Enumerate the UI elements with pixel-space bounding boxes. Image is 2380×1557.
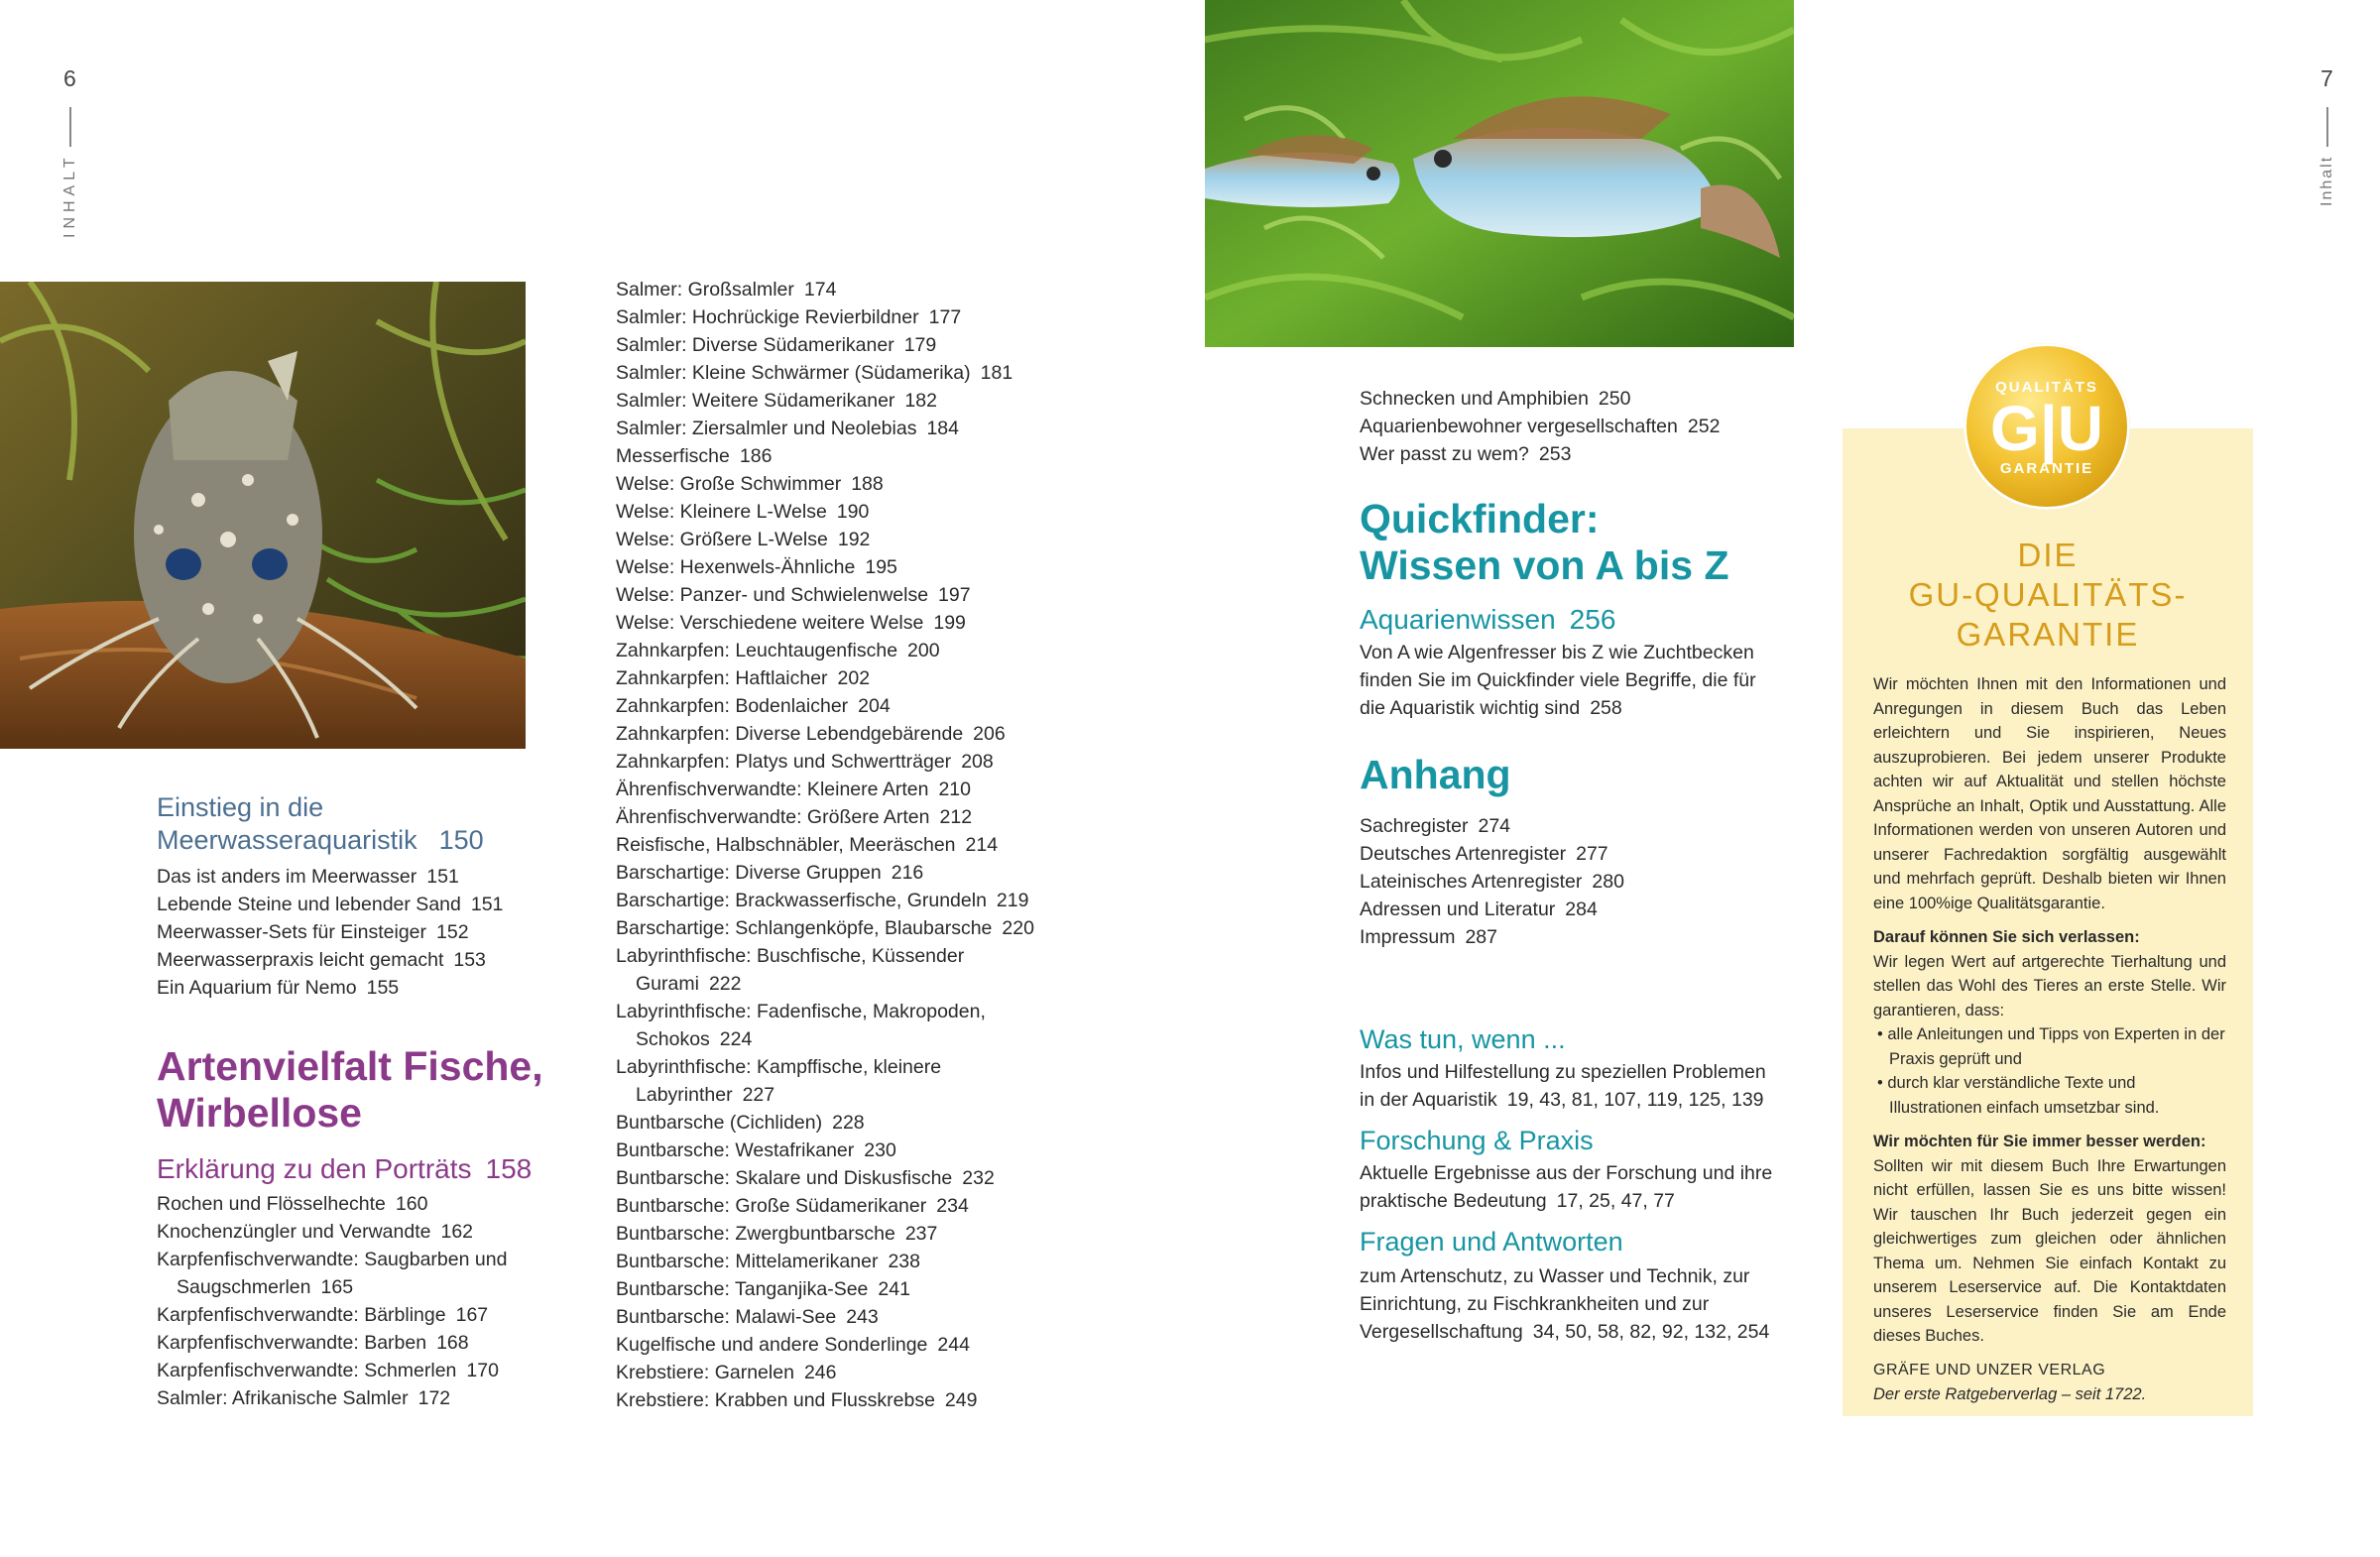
cichlids-photo-art [1205, 0, 1794, 347]
page-ref: 277 [1576, 843, 1608, 865]
toc-entry-title: Labyrinthfische: Fadenfische, Makropoden, [616, 1001, 986, 1022]
toc-entry[interactable] [616, 1359, 1082, 1386]
toc-entry[interactable] [157, 918, 573, 946]
toc-entry[interactable] [616, 276, 1082, 303]
toc-entry-title: Buntbarsche (Cichliden) [616, 1112, 823, 1134]
toc-entry-title: Schnecken und Amphibien [1360, 388, 1589, 410]
toc-entry[interactable] [616, 1025, 1082, 1053]
gu-body [1873, 672, 2226, 1406]
page-ref: 232 [962, 1167, 995, 1189]
toc-entry-title: Labyrinther [636, 1084, 733, 1106]
heading-was-tun[interactable]: Was tun, wenn ... [1360, 1024, 1566, 1054]
toc-column-2 [616, 276, 1082, 1414]
toc-entry-title: Karpfenfischverwandte: Bärblinge [157, 1304, 446, 1326]
toc-entry-title: Buntbarsche: Mittelamerikaner [616, 1251, 879, 1272]
page-ref: 230 [864, 1139, 896, 1161]
page-ref: 238 [888, 1251, 920, 1272]
page-ref: 19, 43, 81, 107, 119, 125, 139 [1506, 1089, 1764, 1111]
page-ref: 179 [903, 334, 937, 356]
toc-entry-title: Salmler: Afrikanische Salmler [157, 1387, 409, 1409]
toc-entry-title: Knochenzüngler und Verwandte [157, 1221, 431, 1243]
meerwasser-entries [157, 863, 573, 1002]
anhang-entries [1360, 812, 1826, 951]
toc-entry[interactable] [616, 1081, 1082, 1109]
toc-entry[interactable] [616, 359, 1082, 387]
heading-fragen[interactable]: Fragen und Antworten [1360, 1227, 1623, 1257]
gu-paragraph: Sollten wir mit diesem Buch Ihre Erwartungen nicht erfüllen, lassen Sie es uns bitte wissen! Wir tauschen Ihr Buch jederzeit gegen ein gleichwertiges zum gleichen oder ähnlichen Thema um. Nehmen Sie einfach Kontakt zu unserem Leserservice auf. Die Kontaktdaten unseres Leserservice finden Sie am Ende dieses Buches. [1873, 1156, 2226, 1345]
toc-entry-title: Adressen und Literatur [1360, 898, 1556, 920]
page-ref: 165 [320, 1276, 354, 1298]
page-ref: 237 [904, 1223, 938, 1245]
heading-line: Artenvielfalt Fische, [157, 1043, 543, 1089]
gu-title-line: GARANTIE [1956, 616, 2140, 653]
page-ref: 253 [1538, 443, 1572, 465]
page-ref: 17, 25, 47, 77 [1556, 1190, 1675, 1212]
side-label-left: INHALT [61, 153, 78, 238]
gu-subheading: Wir möchten für Sie immer besser werden: [1873, 1133, 2206, 1150]
page-ref: 202 [837, 667, 871, 689]
toc-entry-title: Welse: Panzer- und Schwielenwelse [616, 584, 929, 606]
heading-line: Wirbellose [157, 1090, 362, 1136]
side-label-right: Inhalt [2319, 155, 2335, 206]
page-ref: 174 [803, 279, 837, 300]
text-line: in der Aquaristik [1360, 1089, 1497, 1111]
toc-entry[interactable] [157, 1190, 573, 1218]
page-ref: 284 [1565, 898, 1598, 920]
toc-entry-title: Zahnkarpfen: Platys und Schwertträger [616, 751, 952, 773]
toc-entry-title: Salmer: Großsalmler [616, 279, 794, 300]
toc-entry[interactable] [616, 748, 1082, 776]
toc-entry[interactable] [157, 1329, 573, 1357]
gu-publisher: GRÄFE UND UNZER VERLAG [1873, 1361, 2106, 1378]
toc-entry[interactable] [616, 415, 1082, 442]
toc-entry[interactable] [616, 1331, 1082, 1359]
page-ref: 227 [742, 1084, 775, 1106]
page-ref: 150 [438, 825, 484, 855]
page-number-left: 6 [63, 65, 76, 91]
text-line: Vergesellschaftung [1360, 1321, 1523, 1343]
toc-entry[interactable] [616, 387, 1082, 415]
page-ref: 243 [846, 1306, 879, 1328]
subheading-text: Aquarienwissen [1360, 604, 1556, 635]
page-ref: 199 [933, 612, 966, 634]
toc-entry[interactable] [157, 1273, 573, 1301]
toc-entry-title: Labyrinthfische: Buschfische, Küssender [616, 945, 965, 967]
was-tun-text [1360, 1058, 1826, 1114]
gu-bullet: • alle Anleitungen und Tipps von Experten in der Praxis geprüft und [1877, 1025, 2225, 1068]
section-heading-anhang: Anhang [1360, 752, 1511, 797]
toc-entry-title: Deutsches Artenregister [1360, 843, 1567, 865]
toc-entry-title: Karpfenfischverwandte: Barben [157, 1332, 427, 1354]
page-ref: 246 [803, 1362, 837, 1383]
gu-subheading: Darauf können Sie sich verlassen: [1873, 928, 2140, 946]
toc-entry[interactable] [616, 498, 1082, 526]
page-ref: 197 [938, 584, 971, 606]
top-entries [1360, 385, 1826, 468]
page-ref: 252 [1687, 416, 1721, 437]
page-ref: 287 [1465, 926, 1497, 948]
page-ref: 244 [937, 1334, 970, 1356]
toc-entry[interactable] [616, 914, 1082, 942]
toc-entry-title: Welse: Große Schwimmer [616, 473, 842, 495]
page-ref: 241 [878, 1278, 910, 1300]
toc-entry[interactable] [157, 1246, 573, 1273]
text-line: die Aquaristik wichtig sind [1360, 697, 1581, 719]
toc-entry[interactable] [616, 331, 1082, 359]
page-ref: 155 [366, 977, 400, 999]
toc-entry[interactable] [616, 609, 1082, 637]
toc-entry-title: Salmler: Hochrückige Revierbildner [616, 306, 919, 328]
toc-entry-title: Reisfische, Halbschnäbler, Meeräschen [616, 834, 956, 856]
page-ref: 258 [1590, 697, 1622, 719]
toc-entry-title: Zahnkarpfen: Diverse Lebendgebärende [616, 723, 964, 745]
page-ref: 192 [837, 529, 871, 550]
page-number-right: 7 [2320, 65, 2333, 91]
toc-entry[interactable] [157, 1357, 573, 1384]
toc-entry-title: Saugschmerlen [177, 1276, 311, 1298]
quickfinder-text [1360, 639, 1826, 722]
toc-entry[interactable] [616, 581, 1082, 609]
heading-line: Quickfinder: [1360, 496, 1600, 541]
gu-slogan: Der erste Ratgeberverlag – seit 1722. [1873, 1385, 2147, 1403]
toc-entry-title: Meerwasserpraxis leicht gemacht [157, 949, 444, 971]
heading-line: Wissen von A bis Z [1360, 542, 1729, 588]
toc-entry[interactable] [157, 974, 573, 1002]
gu-title-line: GU-QUALITÄTS- [1908, 576, 2188, 613]
gu-title-line: DIE [2017, 537, 2079, 573]
toc-entry[interactable] [1360, 812, 1826, 840]
toc-entry-title: Krebstiere: Krabben und Flusskrebse [616, 1389, 935, 1411]
page-ref: 210 [938, 778, 971, 800]
toc-entry[interactable] [616, 442, 1082, 470]
toc-entry[interactable] [616, 303, 1082, 331]
toc-entry[interactable] [616, 692, 1082, 720]
page-ref: 168 [436, 1332, 469, 1354]
toc-entry-title: Welse: Kleinere L-Welse [616, 501, 827, 523]
toc-entry-title: Karpfenfischverwandte: Schmerlen [157, 1360, 457, 1381]
toc-entry-title: Buntbarsche: Tanganjika-See [616, 1278, 869, 1300]
page-ref: 190 [836, 501, 870, 523]
toc-entry[interactable] [157, 891, 573, 918]
toc-entry[interactable] [616, 1137, 1082, 1164]
divider-left [69, 107, 71, 147]
toc-entry[interactable] [616, 1275, 1082, 1303]
page-ref: 222 [708, 973, 742, 995]
text-line: Von A wie Algenfresser bis Z wie Zuchtbecken [1360, 642, 1754, 663]
page-ref: 34, 50, 58, 82, 92, 132, 254 [1532, 1321, 1770, 1343]
section-heading-meerwasser[interactable] [157, 791, 573, 857]
page-ref: 160 [395, 1193, 428, 1215]
toc-entry-title: Meerwasser-Sets für Einsteiger [157, 921, 427, 943]
column2-entries [616, 276, 1082, 1414]
toc-entry-title: Salmler: Kleine Schwärmer (Südamerika) [616, 362, 971, 384]
toc-entry-title: Salmler: Ziersalmler und Neolebias [616, 418, 917, 439]
toc-entry[interactable] [616, 1386, 1082, 1414]
page-ref: 182 [904, 390, 937, 412]
page-ref: 151 [470, 894, 504, 915]
toc-entry-title: Kugelfische und andere Sonderlinge [616, 1334, 928, 1356]
section-heading-quickfinder [1360, 496, 1826, 589]
toc-entry-title: Welse: Hexenwels-Ähnliche [616, 556, 856, 578]
toc-entry[interactable] [616, 1164, 1082, 1192]
page-ref: 214 [965, 834, 999, 856]
toc-entry[interactable] [616, 526, 1082, 553]
toc-entry[interactable] [616, 720, 1082, 748]
page-ref: 228 [832, 1112, 865, 1134]
toc-column-1 [157, 791, 573, 1412]
fragen-text [1360, 1262, 1826, 1346]
page-ref: 274 [1478, 815, 1511, 837]
toc-entry[interactable] [616, 1248, 1082, 1275]
page-ref: 188 [851, 473, 884, 495]
text-line: zum Artenschutz, zu Wasser und Technik, zur [1360, 1265, 1750, 1287]
page-ref: 219 [996, 890, 1029, 911]
toc-entry-title: Impressum [1360, 926, 1456, 948]
heading-forschung[interactable]: Forschung & Praxis [1360, 1126, 1594, 1155]
toc-entry-title: Aquarienbewohner vergesellschaften [1360, 416, 1678, 437]
page-ref: 250 [1598, 388, 1631, 410]
toc-entry[interactable] [1360, 413, 1826, 440]
page-ref: 256 [1569, 604, 1616, 635]
page-ref: 195 [865, 556, 897, 578]
gu-bullet: • durch klar verständliche Texte und Illustrationen einfach umsetzbar sind. [1877, 1074, 2160, 1117]
catfish-photo [0, 282, 526, 749]
section-heading-artenvielfalt [157, 1043, 573, 1137]
divider-right [2326, 107, 2328, 147]
catfish-photo-art [0, 282, 526, 749]
toc-entry[interactable] [616, 1192, 1082, 1220]
seal-bottom-text: GARANTIE [1999, 460, 2094, 477]
toc-entry[interactable] [1360, 440, 1826, 468]
toc-entry[interactable] [616, 1220, 1082, 1248]
toc-entry[interactable] [157, 1218, 573, 1246]
toc-entry-title: Ährenfischverwandte: Kleinere Arten [616, 778, 929, 800]
toc-entry[interactable] [616, 970, 1082, 998]
toc-entry[interactable] [157, 946, 573, 974]
toc-entry-title: Buntbarsche: Skalare und Diskusfische [616, 1167, 953, 1189]
toc-entry-title: Barschartige: Brackwasserfische, Grundeln [616, 890, 987, 911]
toc-entry-title: Barschartige: Diverse Gruppen [616, 862, 882, 884]
page-ref: 200 [907, 640, 940, 661]
toc-entry-title: Salmler: Diverse Südamerikaner [616, 334, 894, 356]
subheading-aquarienwissen[interactable] [1360, 603, 1826, 637]
page-ref: 158 [485, 1153, 533, 1184]
toc-entry-title: Barschartige: Schlangenköpfe, Blaubarsche [616, 917, 993, 939]
gu-bullet-text: alle Anleitungen und Tipps von Experten in der Praxis geprüft und [1887, 1025, 2225, 1068]
toc-entry-title: Das ist anders im Meerwasser [157, 866, 417, 888]
gu-paragraph: Wir möchten Ihnen mit den Informationen und Anregungen in diesem Buch das Leben erleichtern und Sie inspirieren, Neues auszuprobieren. Bei jedem unserer Produkte achten wir auf Aktualität und stellen höchste Ansprüche an Inhalt, Optik und Ausstattung. Alle Informationen werden von unseren Autoren und unserer Fachredaktion sorgfältig ausgewählt und mehrfach geprüft. Deshalb bieten wir Ihnen eine 100%ige Qualitätsgarantie. [1873, 675, 2226, 912]
toc-entry-title: Zahnkarpfen: Haftlaicher [616, 667, 828, 689]
toc-entry[interactable] [1360, 896, 1826, 923]
gu-paragraph: Wir legen Wert auf artgerechte Tierhaltung und stellen das Wohl des Tieres an erste Stelle. Wir garantieren, dass: [1873, 952, 2226, 1019]
page-ref: 216 [891, 862, 924, 884]
page-ref: 212 [939, 806, 973, 828]
page-ref: 167 [455, 1304, 489, 1326]
toc-entry-title: Lebende Steine und lebender Sand [157, 894, 461, 915]
page-ref: 280 [1592, 871, 1624, 893]
toc-entry[interactable] [157, 863, 573, 891]
toc-entry-title: Welse: Verschiedene weitere Welse [616, 612, 924, 634]
subheading-portraets[interactable] [157, 1152, 573, 1186]
toc-entry-title: Sachregister [1360, 815, 1469, 837]
page-ref: 249 [944, 1389, 978, 1411]
toc-entry-title: Rochen und Flösselhechte [157, 1193, 386, 1215]
page-ref: 177 [928, 306, 962, 328]
page-ref: 152 [436, 921, 469, 943]
seal-logo-text: G|U [1990, 393, 2103, 464]
subheading-text: Erklärung zu den Porträts [157, 1153, 472, 1184]
page-ref: 170 [466, 1360, 499, 1381]
text-line: praktische Bedeutung [1360, 1190, 1547, 1212]
toc-entry-title: Krebstiere: Garnelen [616, 1362, 794, 1383]
page-ref: 186 [739, 445, 773, 467]
forschung-text [1360, 1159, 1826, 1215]
toc-entry[interactable] [616, 998, 1082, 1025]
toc-entry[interactable] [616, 1053, 1082, 1081]
text-line: Aktuelle Ergebnisse aus der Forschung und ihre [1360, 1162, 1773, 1184]
toc-entry-title: Karpfenfischverwandte: Saugbarben und [157, 1249, 508, 1270]
page-ref: 220 [1002, 917, 1034, 939]
toc-entry-title: Zahnkarpfen: Leuchtaugenfische [616, 640, 898, 661]
toc-entry[interactable] [616, 664, 1082, 692]
toc-entry[interactable] [616, 1303, 1082, 1331]
toc-entry-title: Salmler: Weitere Südamerikaner [616, 390, 895, 412]
toc-entry-title: Buntbarsche: Große Südamerikaner [616, 1195, 927, 1217]
text-line: Infos und Hilfestellung zu speziellen Problemen [1360, 1061, 1766, 1083]
artenvielfalt-entries [157, 1190, 573, 1412]
gu-title [1843, 536, 2253, 655]
toc-entry[interactable] [616, 553, 1082, 581]
cichlids-photo [1205, 0, 1794, 347]
toc-entry[interactable] [616, 470, 1082, 498]
heading-line: Meerwasseraquaristik [157, 825, 417, 855]
page-ref: 204 [858, 695, 891, 717]
text-line: finden Sie im Quickfinder viele Begriffe, die für [1360, 669, 1756, 691]
toc-entry[interactable] [616, 887, 1082, 914]
toc-entry[interactable] [616, 831, 1082, 859]
toc-entry-title: Zahnkarpfen: Bodenlaicher [616, 695, 849, 717]
toc-entry-title: Ein Aquarium für Nemo [157, 977, 357, 999]
text-line: Einrichtung, zu Fischkrankheiten und zur [1360, 1293, 1710, 1315]
page-ref: 184 [926, 418, 959, 439]
toc-entry-title: Schokos [636, 1028, 710, 1050]
page-ref: 153 [453, 949, 486, 971]
toc-entry[interactable] [157, 1384, 573, 1412]
toc-entry-title: Lateinisches Artenregister [1360, 871, 1583, 893]
toc-entry[interactable] [1360, 868, 1826, 896]
toc-entry-title: Labyrinthfische: Kampffische, kleinere [616, 1056, 942, 1078]
toc-entry-title: Wer passt zu wem? [1360, 443, 1529, 465]
toc-entry[interactable] [616, 776, 1082, 803]
toc-entry-title: Buntbarsche: Zwergbuntbarsche [616, 1223, 895, 1245]
toc-entry-title: Welse: Größere L-Welse [616, 529, 828, 550]
toc-entry-title: Buntbarsche: Westafrikaner [616, 1139, 855, 1161]
heading-line: Einstieg in die [157, 792, 324, 822]
toc-entry[interactable] [1360, 385, 1826, 413]
page-ref: 151 [426, 866, 459, 888]
toc-entry-title: Gurami [636, 973, 699, 995]
gu-seal-icon [1964, 343, 2130, 510]
seal-top-text: QUALITÄTS [1995, 379, 2098, 396]
toc-column-3 [1360, 385, 1826, 1346]
toc-entry[interactable] [616, 637, 1082, 664]
page-ref: 206 [973, 723, 1006, 745]
gu-bullet-text: durch klar verständliche Texte und Illustrationen einfach umsetzbar sind. [1887, 1074, 2160, 1117]
toc-entry[interactable] [616, 1109, 1082, 1137]
toc-entry[interactable] [616, 803, 1082, 831]
toc-entry[interactable] [157, 1301, 573, 1329]
toc-entry-title: Messerfische [616, 445, 730, 467]
page-ref: 172 [417, 1387, 451, 1409]
toc-entry[interactable] [616, 859, 1082, 887]
toc-entry[interactable] [1360, 840, 1826, 868]
toc-entry-title: Buntbarsche: Malawi-See [616, 1306, 837, 1328]
toc-entry[interactable] [1360, 923, 1826, 951]
page-ref: 181 [980, 362, 1013, 384]
toc-entry-title: Ährenfischverwandte: Größere Arten [616, 806, 930, 828]
page-ref: 234 [936, 1195, 969, 1217]
page-ref: 162 [440, 1221, 474, 1243]
page-ref: 224 [719, 1028, 753, 1050]
toc-entry[interactable] [616, 942, 1082, 970]
page-ref: 208 [961, 751, 994, 773]
